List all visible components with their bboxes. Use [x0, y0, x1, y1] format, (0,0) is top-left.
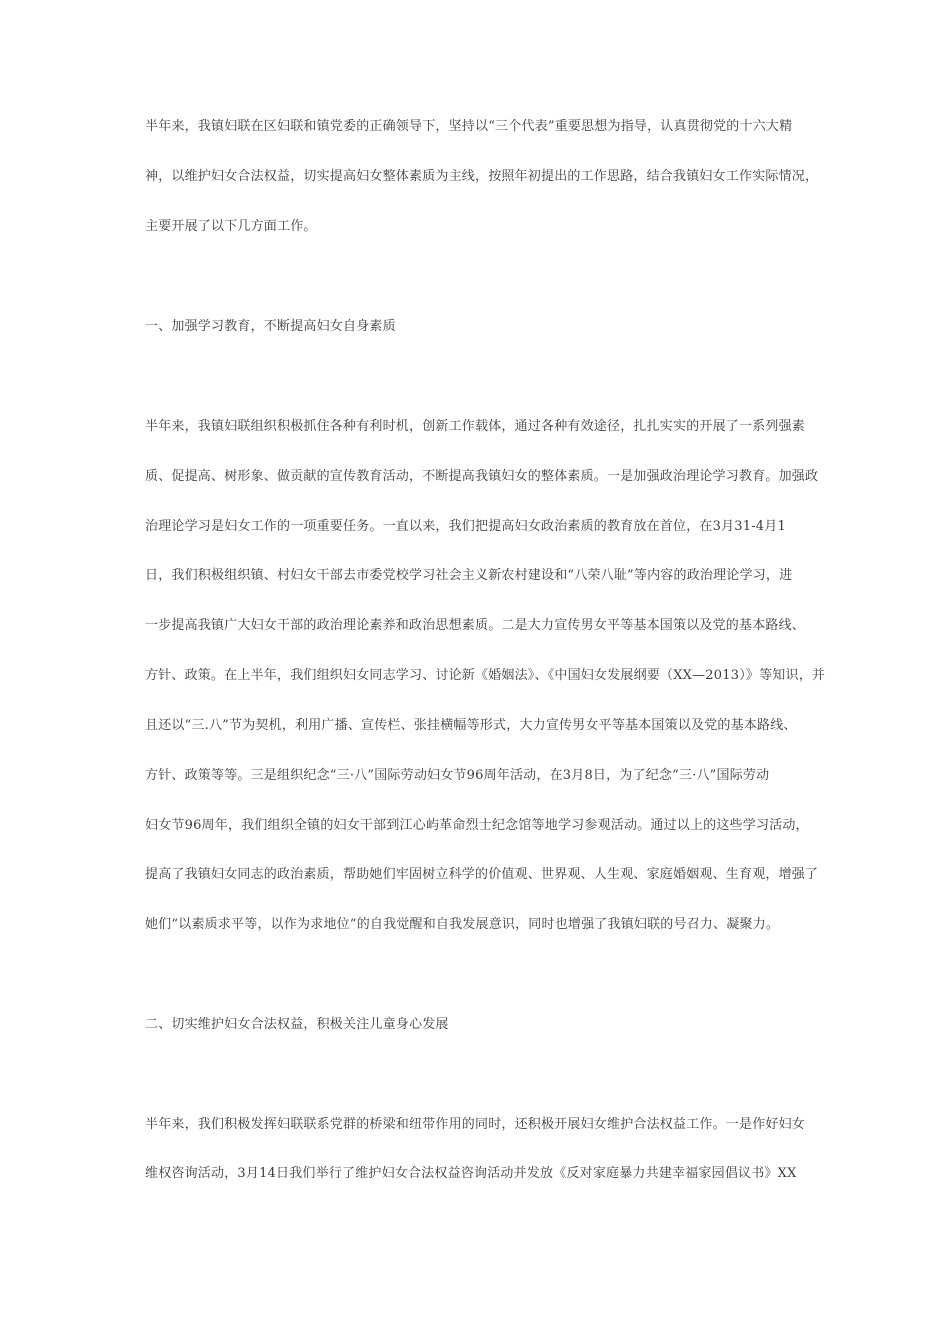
section-1-line-6: 方针、政策。在上半年，我们组织妇女同志学习、讨论新《婚姻法》、《中国妇女发展纲要（XX—2013）》等知识，并 [145, 668, 826, 683]
section-1-line-5: 一步提高我镇广大妇女干部的政治理论素养和政治思想素质。二是大力宣传男女平等基本国策以及党的基本路线、 [145, 618, 806, 633]
section-1-heading: 一、加强学习教育，不断提高妇女自身素质 [145, 319, 396, 334]
intro-line-1: 半年来，我镇妇联在区妇联和镇党委的正确领导下，坚持以“三个代表”重要思想为指导，认真贯彻党的十六大精 [145, 119, 793, 134]
intro-line-3: 主要开展了以下几方面工作。 [145, 219, 317, 234]
section-1-line-3: 治理论学习是妇女工作的一项重要任务。一直以来，我们把提高妇女政治素质的教育放在首位，在3月31-4月1 [145, 519, 786, 534]
section-1-line-9: 妇女节96周年，我们组织全镇的妇女干部到江心屿革命烈士纪念馆等地学习参观活动。通过以上的这些学习活动， [145, 818, 809, 833]
section-1-line-1: 半年来，我镇妇联组织积极抓住各种有利时机，创新工作载体，通过各种有效途径，扎扎实实的开展了一系列强素 [145, 419, 806, 434]
section-1-line-2: 质、促提高、树形象、做贡献的宣传教育活动，不断提高我镇妇女的整体素质。一是加强政治理论学习教育。加强政 [145, 469, 819, 484]
section-1-line-10: 提高了我镇妇女同志的政治素质，帮助她们牢固树立科学的价值观、世界观、人生观、家庭婚姻观、生育观，增强了 [145, 867, 819, 882]
section-2-line-2: 维权咨询活动，3月14日我们举行了维护妇女合法权益咨询活动并发放《反对家庭暴力共建幸福家园倡议书》XX [145, 1166, 797, 1181]
section-1-line-7: 且还以“三.八”节为契机，利用广播、宣传栏、张挂横幅等形式，大力宣传男女平等基本国策以及党的基本路线、 [145, 718, 797, 733]
section-2-line-1: 半年来，我们积极发挥妇联联系党群的桥梁和纽带作用的同时，还积极开展妇女维护合法权益工作。一是作好妇女 [145, 1117, 806, 1132]
intro-line-2: 神，以维护妇女合法权益，切实提高妇女整体素质为主线，按照年初提出的工作思路，结合我镇妇女工作实际情况， [145, 169, 819, 184]
section-1-line-8: 方针、政策等等。三是组织纪念“三·八”国际劳动妇女节96周年活动，在3月8日，为了纪念“三·八”国际劳动 [145, 768, 770, 783]
section-1-line-4: 日，我们积极组织镇、村妇女干部去市委党校学习社会主义新农村建设和“八荣八耻”等内容的政治理论学习，进 [145, 568, 793, 583]
section-2-heading: 二、切实维护妇女合法权益，积极关注儿童身心发展 [145, 1017, 449, 1032]
section-1-line-11: 她们“以素质求平等，以作为求地位”的自我觉醒和自我发展意识，同时也增强了我镇妇联的号召力、凝聚力。 [145, 917, 780, 932]
